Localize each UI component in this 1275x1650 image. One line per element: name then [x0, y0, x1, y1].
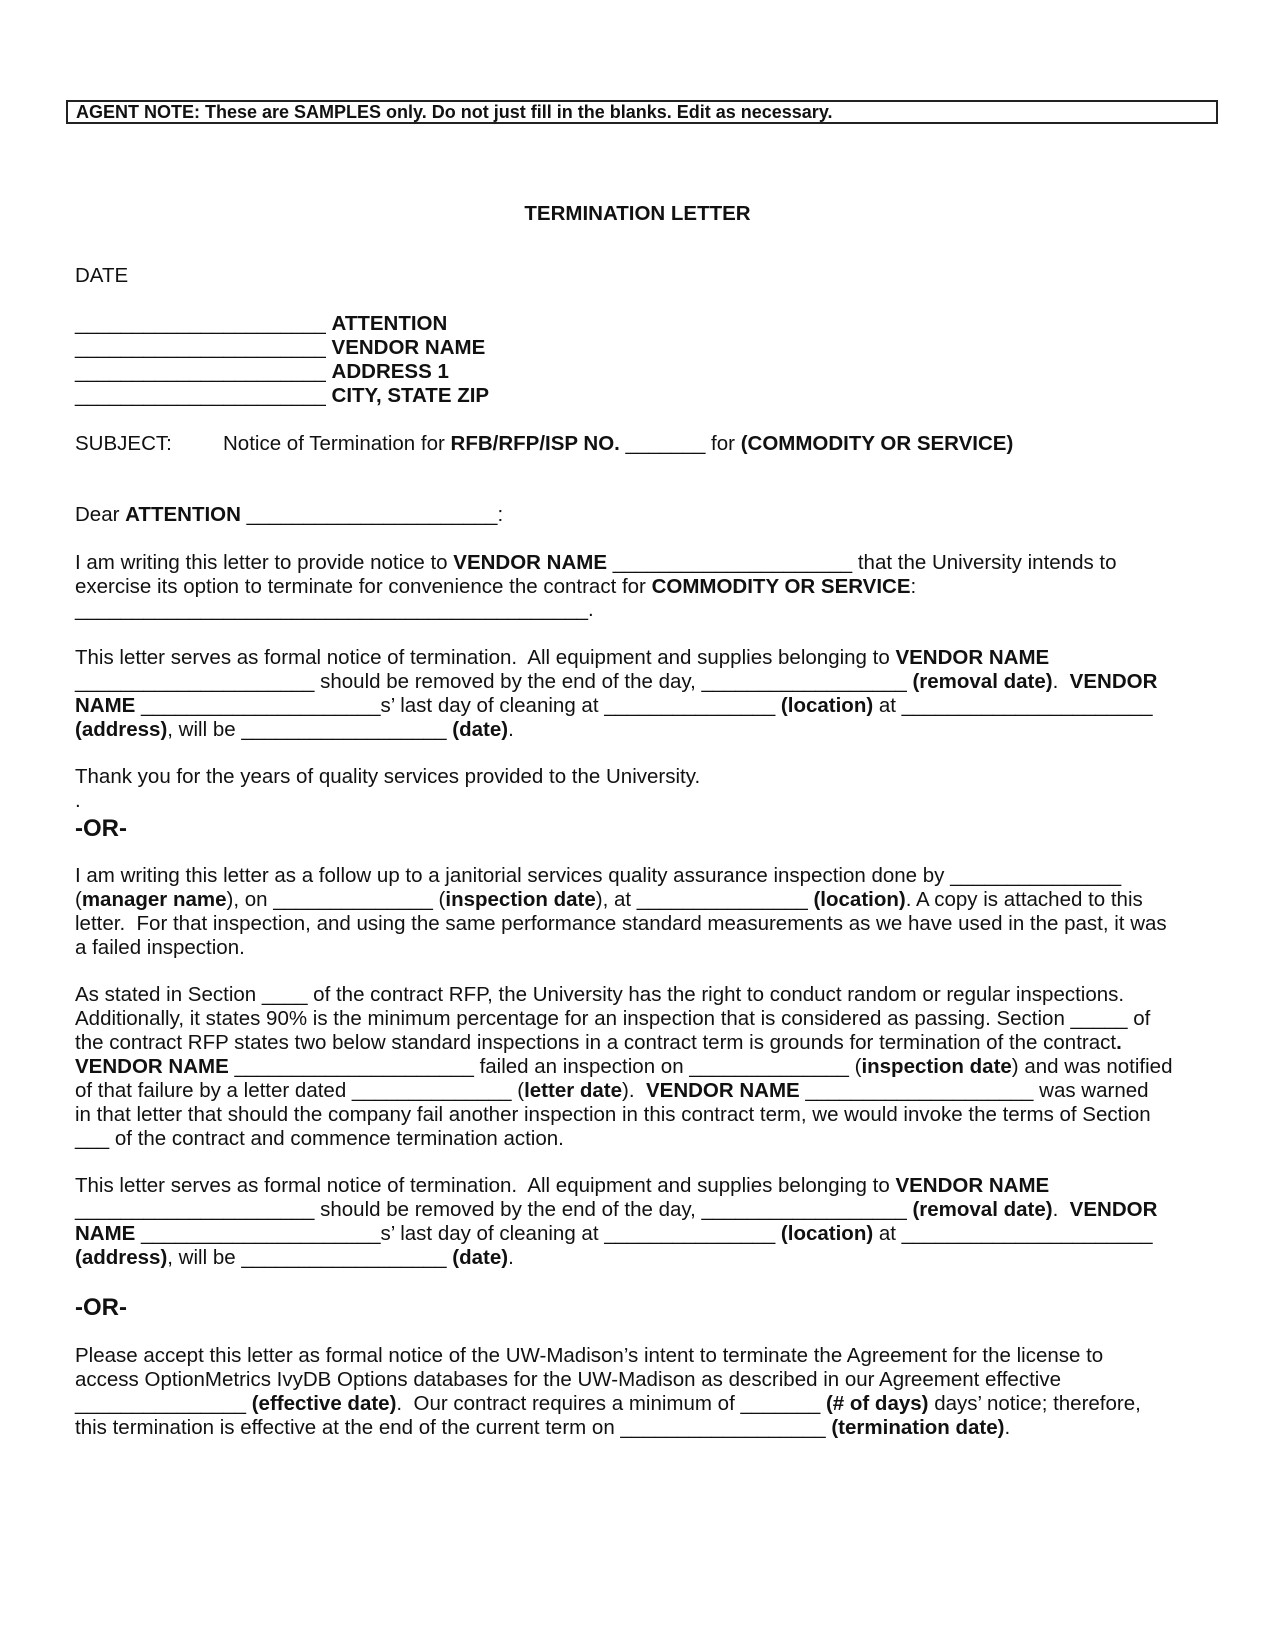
para2-line1 [75, 646, 1049, 670]
text: exercise its option to terminate for convenience the contract for [75, 575, 652, 598]
bold-text: VENDOR NAME [895, 646, 1050, 669]
blank: ______________________ [75, 360, 326, 383]
text: I am writing this letter to provide notice to [75, 551, 454, 574]
salutation-part: ______________________: [240, 503, 504, 526]
text: . [508, 718, 514, 741]
salutation-bold: ATTENTION [125, 503, 241, 526]
subject-part: _______ for [619, 432, 741, 455]
bold-text: (# of days) [825, 1392, 929, 1415]
address-label: CITY, STATE ZIP [331, 384, 490, 407]
subject-bold: (COMMODITY OR SERVICE) [740, 432, 1014, 455]
subject-label: SUBJECT: [75, 432, 172, 455]
para5-line4 [75, 1246, 514, 1270]
blank: ______________________ [75, 384, 326, 407]
address-line-city [75, 384, 489, 408]
bold-text: (removal date) [912, 670, 1053, 693]
bold-text: (effective date) [251, 1392, 397, 1415]
para5-line2 [75, 1198, 1157, 1222]
text: ), at _______________ [595, 888, 814, 911]
bold-text: manager name [81, 888, 227, 911]
para6-line3 [75, 1392, 1141, 1416]
bold-text: . [1116, 1031, 1122, 1054]
text: days’ notice; therefore, [928, 1392, 1141, 1415]
bold-text: VENDOR [1069, 670, 1158, 693]
address-line-attention [75, 312, 447, 336]
bold-text: VENDOR NAME [75, 1055, 229, 1078]
address-label: VENDOR NAME [331, 336, 486, 359]
para4-line1: As stated in Section ____ of the contract RFP, the University has the right to conduct random or regular inspections. [75, 983, 1125, 1006]
text: the contract RFP states two below standard inspections in a contract term is grounds for termination of the contract [75, 1031, 1117, 1054]
bold-text: COMMODITY OR SERVICE [651, 575, 911, 598]
bold-text: VENDOR NAME [895, 1174, 1050, 1197]
bold-text: VENDOR NAME [453, 551, 608, 574]
bold-text: (location) [780, 694, 874, 717]
para4-line6: in that letter that should the company fail another inspection in this contract term, we would invoke the terms of Section [75, 1103, 1151, 1126]
bold-text: letter date [524, 1079, 623, 1102]
or-divider: -OR- [75, 815, 127, 842]
text: This letter serves as formal notice of termination. All equipment and supplies belonging to [75, 646, 896, 669]
bold-text: (date) [452, 1246, 509, 1269]
or-divider-2: -OR- [75, 1294, 127, 1321]
text: at ______________________ [873, 694, 1153, 717]
text: of that failure by a letter dated ______________ ( [75, 1079, 525, 1102]
para1-line2 [75, 575, 916, 599]
para5-line3 [75, 1222, 1152, 1246]
bold-text: VENDOR [1069, 1198, 1158, 1221]
text: at ______________________ [873, 1222, 1153, 1245]
text: . [1004, 1416, 1011, 1439]
blank: ______________________ [75, 312, 326, 335]
para4-line3 [75, 1031, 1122, 1055]
bold-text: inspection date [445, 888, 596, 911]
para4-line7: ___ of the contract and commence termination action. [75, 1127, 564, 1150]
para5-line1 [75, 1174, 1049, 1198]
text: _____________________s’ last day of cleaning at _______________ [135, 694, 781, 717]
bold-text: VENDOR NAME [645, 1079, 800, 1102]
text: _____________________ should be removed by the end of the day, __________________ [75, 670, 913, 693]
stray-dot: . [75, 789, 81, 812]
text: _____________________ failed an inspection on ______________ ( [228, 1055, 862, 1078]
subject-part: Notice of Termination for [223, 432, 451, 455]
thanks-line: Thank you for the years of quality services provided to the University. [75, 765, 701, 788]
para4-line4 [75, 1055, 1172, 1079]
agent-note-text: AGENT NOTE: These are SAMPLES only. Do not just fill in the blanks. Edit as necessary. [76, 102, 833, 122]
subject-text [223, 432, 1013, 456]
bold-text: (removal date) [912, 1198, 1053, 1221]
address-line-vendor [75, 336, 485, 360]
salutation [75, 503, 503, 527]
letter-title: TERMINATION LETTER [524, 202, 751, 225]
bold-text: (termination date) [831, 1416, 1005, 1439]
para3-line1: I am writing this letter as a follow up to a janitorial services quality assurance inspection done by _______________ [75, 864, 1122, 887]
blank: ______________________ [75, 336, 326, 359]
bold-text: (location) [813, 888, 906, 911]
bold-text: (address) [75, 718, 168, 741]
address-label: ADDRESS 1 [331, 360, 449, 383]
address-line-address1 [75, 360, 449, 384]
text: : [910, 575, 917, 598]
date-label: DATE [75, 264, 129, 287]
text: _____________________ should be removed by the end of the day, __________________ [75, 1198, 913, 1221]
para3-line3: letter. For that inspection, and using the same performance standard measurements as we have used in the past, it was [75, 912, 1167, 935]
subject-bold: RFB/RFP/ISP NO. [450, 432, 620, 455]
para2-line4 [75, 718, 514, 742]
salutation-part: Dear [75, 503, 126, 526]
text: . [508, 1246, 514, 1269]
text: This letter serves as formal notice of termination. All equipment and supplies belonging to [75, 1174, 896, 1197]
text: . [1052, 1198, 1070, 1221]
bold-text: (location) [780, 1222, 874, 1245]
para1-line1 [75, 551, 1117, 575]
para1-line3: _____________________________________________. [75, 598, 594, 621]
para3-line4: a failed inspection. [75, 936, 245, 959]
bold-text: NAME [75, 694, 136, 717]
text: ( [75, 888, 82, 911]
agent-note-box [66, 100, 1218, 124]
text: , will be __________________ [167, 718, 453, 741]
text: _______________ [75, 1392, 252, 1415]
text: ____________________ was warned [799, 1079, 1149, 1102]
para4-line2: Additionally, it states 90% is the minimum percentage for an inspection that is considered as passing. Section _____ of [75, 1007, 1151, 1030]
text: _____________________s’ last day of cleaning at _______________ [135, 1222, 781, 1245]
para4-line5 [75, 1079, 1149, 1103]
text: . [1052, 670, 1070, 693]
text: . Our contract requires a minimum of _______ [396, 1392, 826, 1415]
bold-text: NAME [75, 1222, 136, 1245]
para2-line2 [75, 670, 1157, 694]
text: ). [622, 1079, 646, 1102]
text: . A copy is attached to this [905, 888, 1143, 911]
text: this termination is effective at the end of the current term on __________________ [75, 1416, 832, 1439]
para6-line1: Please accept this letter as formal notice of the UW-Madison’s intent to terminate the Agreement for the license to [75, 1344, 1104, 1367]
address-label: ATTENTION [331, 312, 448, 335]
para2-line3 [75, 694, 1152, 718]
text: , will be __________________ [167, 1246, 453, 1269]
bold-text: (address) [75, 1246, 168, 1269]
para6-line4 [75, 1416, 1010, 1440]
text: ), on ______________ ( [226, 888, 446, 911]
text: ) and was notified [1011, 1055, 1173, 1078]
bold-text: inspection date [861, 1055, 1012, 1078]
para6-line2: access OptionMetrics IvyDB Options databases for the UW-Madison as described in our Agreement effective [75, 1368, 1061, 1391]
bold-text: (date) [452, 718, 509, 741]
para3-line2 [75, 888, 1143, 912]
text: _____________________ that the University intends to [607, 551, 1117, 574]
